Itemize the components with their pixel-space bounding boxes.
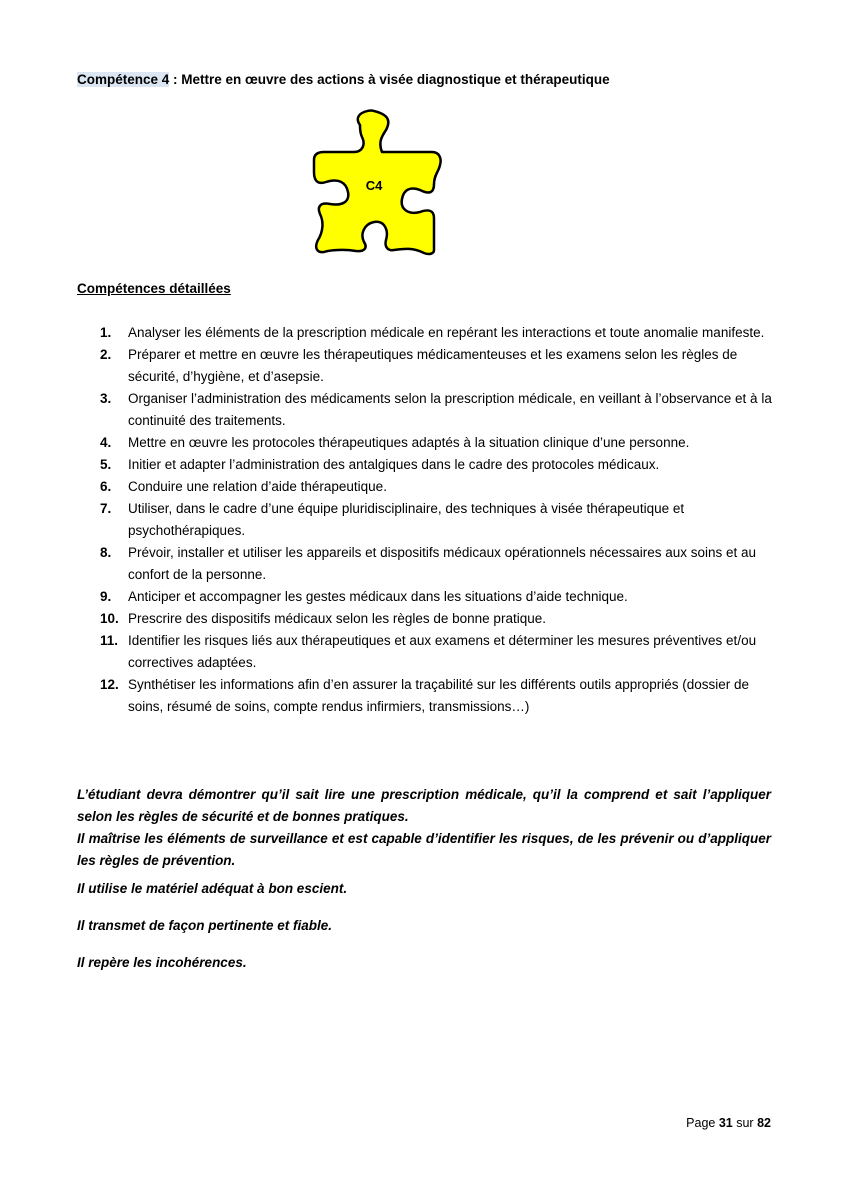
page-footer: [686, 1116, 771, 1130]
list-item-number: 11.: [100, 633, 119, 648]
list-item-number: 7.: [100, 501, 112, 516]
objective-paragraph-1: L’étudiant devra démontrer qu’il sait lire une prescription médicale, qu’il la comprend et sait l’appliquer selon les règles de sécurité et de bonnes pratiques.: [77, 787, 771, 824]
list-item: [100, 498, 780, 542]
competence-title: : Mettre en œuvre des actions à visée diagnostique et thérapeutique: [169, 72, 610, 87]
puzzle-label: C4: [365, 178, 383, 193]
list-item-number: 5.: [100, 457, 112, 472]
list-item: [100, 432, 780, 454]
list-item: [100, 586, 780, 608]
list-item-text: Initier et adapter l’administration des antalgiques dans le cadre des protocoles médicaux.: [128, 457, 660, 472]
competence-heading: [77, 72, 610, 87]
objective-paragraph-3: Il utilise le matériel adéquat à bon escient.: [77, 881, 348, 896]
list-item-text: Synthétiser les informations afin d’en assurer la traçabilité sur les différents outils appropriés (dossier de soins, résumé de soins, compte rendus infirmiers, transmissions…): [128, 677, 750, 714]
list-item-text: Anticiper et accompagner les gestes médicaux dans les situations d’aide technique.: [128, 589, 628, 604]
list-item-text: Identifier les risques liés aux thérapeutiques et aux examens et déterminer les mesures préventives et/ou correctives adaptées.: [128, 633, 757, 670]
objective-paragraph-5: Il repère les incohérences.: [77, 955, 247, 970]
list-item-text: Organiser l’administration des médicaments selon la prescription médicale, en veillant à l’observance et à la continuité des traitements.: [128, 391, 772, 428]
list-item: [100, 674, 780, 718]
list-item-number: 1.: [100, 325, 112, 340]
list-item-text: Prescrire des dispositifs médicaux selon les règles de bonne pratique.: [128, 611, 546, 626]
list-item-text: Analyser les éléments de la prescription médicale en repérant les interactions et toute anomalie manifeste.: [128, 325, 765, 340]
page-separator: sur: [736, 1116, 754, 1130]
list-item-text: Utiliser, dans le cadre d’une équipe pluridisciplinaire, des techniques à visée thérapeutique et psychothérapiques.: [128, 501, 685, 538]
list-item-text: Conduire une relation d’aide thérapeutique.: [128, 479, 387, 494]
list-item-number: 10.: [100, 611, 119, 626]
competence-label: Compétence 4: [77, 72, 170, 87]
page-word: Page: [686, 1116, 716, 1130]
list-item-text: Mettre en œuvre les protocoles thérapeutiques adaptés à la situation clinique d’une personne.: [128, 435, 690, 450]
puzzle-piece-icon: [308, 108, 444, 256]
list-item-number: 6.: [100, 479, 112, 494]
list-item-text: Préparer et mettre en œuvre les thérapeutiques médicamenteuses et les examens selon les règles de sécurité, d’hygiène, et d’asepsie.: [128, 347, 738, 384]
list-item: [100, 608, 780, 630]
page-total: 82: [757, 1116, 771, 1130]
page-number: 31: [718, 1116, 733, 1130]
section-subheading: Compétences détaillées: [77, 281, 231, 296]
list-item-number: 2.: [100, 347, 112, 362]
list-item: [100, 542, 780, 586]
list-item: [100, 630, 780, 674]
list-item-number: 4.: [100, 435, 112, 450]
list-item: [100, 322, 780, 344]
list-item-text: Prévoir, installer et utiliser les appareils et dispositifs médicaux opérationnels nécessaires aux soins et au confort de la personne.: [128, 545, 757, 582]
objective-paragraph-2: Il maîtrise les éléments de surveillance et est capable d’identifier les risques, de les prévenir ou d’appliquer les règles de prévention.: [77, 831, 771, 868]
list-item: [100, 454, 780, 476]
list-item-number: 9.: [100, 589, 112, 604]
list-item-number: 12.: [100, 677, 119, 692]
list-item-number: 8.: [100, 545, 112, 560]
list-item: [100, 388, 780, 432]
objective-paragraph-4: Il transmet de façon pertinente et fiable.: [77, 918, 333, 933]
list-item: [100, 344, 780, 388]
list-item: [100, 476, 780, 498]
competences-list: [100, 322, 780, 718]
list-item-number: 3.: [100, 391, 112, 406]
